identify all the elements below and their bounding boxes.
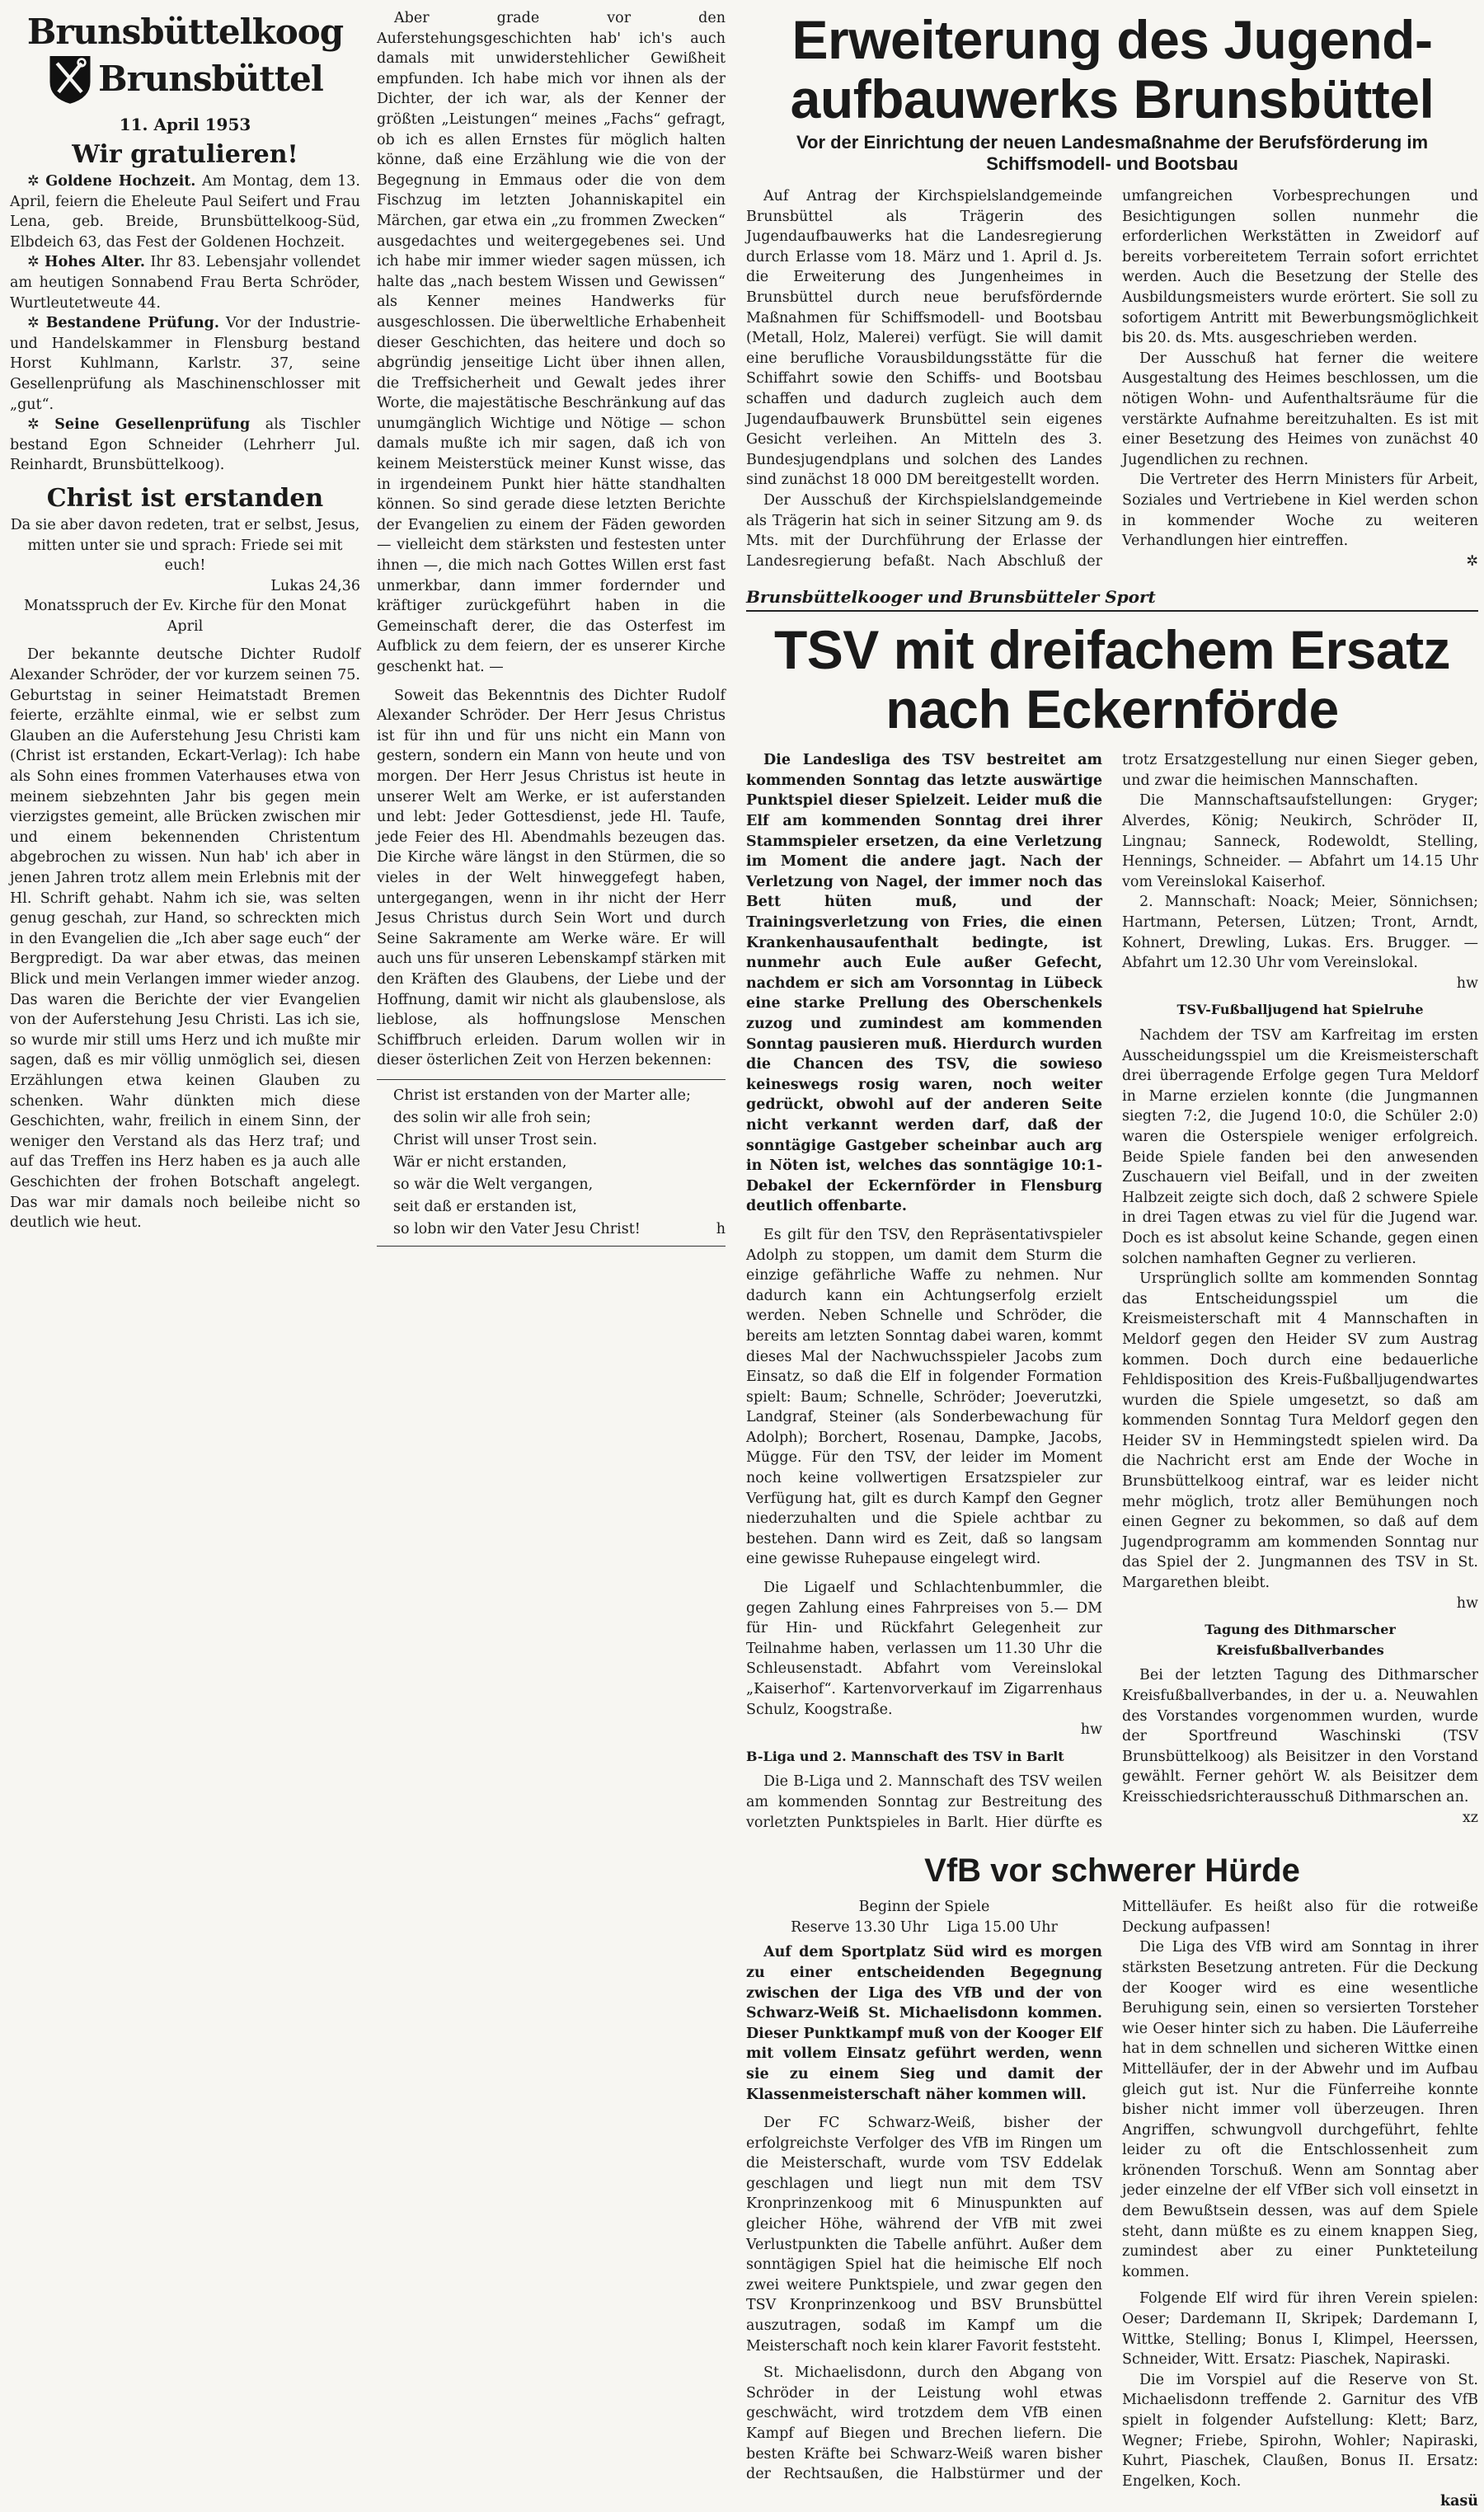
vfb-body: Beginn der Spiele Reserve 13.30 Uhr Liga 15.00 Uhr Auf dem Sportplatz Süd wird es morgen zu einer entscheidenden Begegnung zwischen der Liga des VfB und der von Schwarz-Weiß St. Michaelisdonn kommen. Dieser Punktkampf muß von der Kooger Elf mit vollem Einsatz geführt werden, wenn sie zu einem Sieg und damit der Klassenmeisterschaft näher kommen will. Der FC Schwarz-Weiß, bisher der erfolgreichste Verfolger des VfB im Ringen um die Meisterschaft, wurde vom TSV Eddelak geschlagen und liegt nun mit dem TSV Kronprinzenkoog mit 6 Minuspunkten auf gleicher Höhe, während der VfB mit zwei Verlustpunkten die Tabelle anführt. Außer dem sonntägigen Spiel hat die heimische Elf noch zwei weitere Punktspiele, und zwar gegen den TSV Kronprinzenkoog und BSV Brunsbüttel auszutragen, sodaß im Kampf um die Meisterschaft noch kein klarer Favorit feststeht. St. Michaelisdonn, durch den Abgang von Schröder in der Leistung wohl etwas geschwächt, wird trotzdem dem VfB einen Kampf auf Biegen und Brechen liefern. Die besten Kräfte bei Schwarz-Weiß waren bisher der Rechtsaußen, die Halbstürmer und der Mittelläufer. Es heißt also für die rotweiße Deckung aufpassen! Die Liga des VfB wird am Sonntag in ihrer stärksten Besetzung antreten. Für die Deckung der Kooger wird es eine wesentliche Beruhigung sein, einen so versierten Torsteher wie Oeser hinter sich zu haben. Die Läuferreihe hat in dem schnellen und sicheren Wittke einen Mittelläufer, der in der Abwehr und im Aufbau gleich gut ist. Nur die Fünferreihe konnte bisher nicht immer voll überzeugen. Ihren Angriffen, schwungvoll durchgeführt, fehlte leider zu oft die Entschlossenheit zum krönenden Torschuß. Wenn am Sonntag aber jeder einzelne der elf VfBer sich voll einsetzt in dem Bewußtsein dessen, was auf dem Spiele steht, dann müßte es zu einem knappen Sieg, zumindest aber zu einer Punkteteilung kommen. Folgende Elf wird für ihren Verein spielen: Oeser; Dardemann II, Skripek; Dardemann I, Wittke, Stelling; Bonus I, Klimpel, Heerssen, Schneider, Witt. Ersatz: Piaschek, Napiraski. Die im Vorspiel auf die Reserve von St. Michaelisdonn treffende 2. Garnitur des VfB spielt in folgender Aufstellung: Klett; Barz, Wegner; Friebe, Spirohn, Wohler; Napiraski, Kuhrt, Piaschek, Claußen, Bonus II. Ersatz: Engelken, Koch. kasü [746,1897,1478,2512]
subheadline: Vor der Einrichtung der neuen Landesmaßnahme der Berufsförderung im Schiffsmodell- und Bootsbau [796,132,1429,174]
coat-of-arms-icon [47,53,93,106]
sport-section [746,586,1478,1833]
sport-headline-line2: nach Eckernförde [885,678,1339,740]
article-paragraph: Aber grade vor den Auferstehungsgeschichten hab' ich's auch damals mit unwiderstehlicher Gewißheit empfunden. Ich habe mich vor ihnen als der Dichter, der ich war, als der Kenner der größten „Leistungen“ meines „Fachs“ gefragt, ob ich es allen Ernstes für möglich halten könne, daß eine Erzählung wie die von der Begegnung in Emmaus oder die von dem Fischzug im letzten Johanniskapitel ein Märchen, gar etwa ein „zu frommen Zwecken“ ausgedachtes und weitergegebenes sei. Und ich habe mir immer wieder sagen müssen, ich halte das „nach bestem Wissen und Gewissen“ als Kenner meines Handwerks für ausgeschlossen. Die überweltliche Erhabenheit dieser Geschichten, das heitere und doch so abgründig jenseitige Licht über ihnen allen, die Treffsicherheit und Gewalt jedes ihrer Worte, die majestätische Beschränkung auf das unumgänglich Wichtige und Nötige — schon damals mußte ich mir sagen, daß ich von keinem Meisterstück meiner Kunst wisse, das in irgendeinem Punkt hier hätte standhalten können. So sind gerade diese letzten Berichte der Evangelien zu einem der Fäden geworden — vielleicht dem stärksten und festesten unter ihnen —, die mich nach Gottes Willen erst fast unmerkbar, dann immer fordernder und kräftiger zurückgeführt haben in die Gemeinschaft derer, die das Osterfest im Aufblick zu dem feiern, der es unserer Kirche geschenkt hat. — [377,10,726,675]
signature: hw [1080,1721,1102,1739]
headline-line2: aufbauwerks Brunsbüttel [790,68,1435,129]
issue-date: 11. April 1953 [119,115,251,134]
bible-quote: Da sie aber davon redeten, trat er selbst, Jesus, mitten unter sie und sprach: Friede sei mit euch! [10,516,360,575]
article-paragraph: Soweit das Bekenntnis des Dichter Rudolf Alexander Schröder. Der Herr Jesus Christus ist für ihn und für uns nicht ein Mann von gestern, sondern ein Mann von heute und von morgen. Der Herr Jesus Christus ist heute in unserer Welt am Werke, er ist auferstanden und lebt: Jeder Gottesdienst, jede Hl. Taufe, jede Feier des Hl. Abendmahls bezeugen das. Die Kirche wäre längst in den Stürmen, die so vieles in der Welt hinweggefegt haben, untergegangen, wenn in ihr nicht der Herr Jesus Christus durch Sein Wort und durch Seine Sakramente am Werke wäre. Er will auch uns für unseren Lebenskampf stärken mit den Kräften des Glaubens, der Liebe und der Hoffnung, damit wir nicht als glaubenslose, als lieblose, als hoffnungslose Menschen Schiffbruch erleiden. Darum wollen wir in dieser österlichen Zeit von Herzen bekennen: [377,687,726,1069]
monatsspruch: Monatsspruch der Ev. Kirche für den Monat April [23,598,347,635]
second-column [377,8,726,1255]
kickoff-times: Reserve 13.30 Uhr Liga 15.00 Uhr [791,1918,1058,1936]
signature: h [716,1220,726,1237]
vfb-headline: VfB vor schwerer Hürde [924,1852,1300,1890]
list-item: ✲ Bestandene Prüfung. Vor der Industrie- und Handelskammer in Flensburg bestand Horst Kuhlmann, Karlstr. 37, seine Gesellenprüfung als Maschinenschlosser mit „gut“. [10,315,360,413]
vfb-article [746,1851,1478,2512]
end-mark: ✲ [1466,552,1478,570]
bible-reference: Lukas 24,36 [270,577,360,594]
masthead [10,12,360,135]
lead-paragraph: Auf dem Sportplatz Süd wird es morgen zu einer entscheidenden Begegnung zwischen der Liga des VfB und der von Schwarz-Weiß St. Michaelisdonn kommen. Dieser Punktkampf muß von der Kooger Elf mit vollem Einsatz geführt werden, wenn sie zu einem Sieg und damit der Klassenmeisterschaft näher kommen will. [746,1944,1102,2103]
gratulieren-title: Wir gratulieren! [72,140,298,169]
lead-paragraph: Die Landesliga des TSV bestreitet am kommenden Sonntag das letzte auswärtige Punktspiel dieser Spielzeit. Leider muß die Elf am kommenden Sonntag drei ihrer Stammspieler ersetzen, da eine Verletzung im Moment die andere jagt. Nach der Verletzung von Nagel, der immer noch das Bett hüten muß, und der Trainingsverletzung von Fries, die einen Krankenhausaufenthalt bedingte, ist nunmehr auch Eule außer Gefecht, nachdem er sich am Vorsonntag in Lübeck eine starke Prellung des Oberschenkels zuzog und zumindest am kommenden Sonntag pausieren muß. Hierdurch wurden die Chancen des TSV, die sowieso keineswegs rosig waren, noch weiter gedrückt, obwohl auf der anderen Seite nicht verkannt werden darf, daß der sonntägige Gastgeber scheinbar auch arg in Nöten ist, welches das sonntägige 10:1-Debakel der Eckernförder in Flensburg deutlich offenbarte. [746,752,1102,1215]
subheading: TSV-Fußballjugend hat Spielruhe [1176,1002,1424,1018]
list-item: ✲ Hohes Alter. Ihr 83. Lebensjahr vollendet am heutigen Sonnabend Frau Berta Schröder, Wurtleutetweute 44. [10,254,360,312]
list-item: ✲ Seine Gesellenprüfung als Tischler bestand Egon Schneider (Lehrherr Jul. Reinhardt, Brunsbüttelkoog). [10,416,360,474]
christ-title: Christ ist erstanden [46,483,324,513]
sport-body: Die Landesliga des TSV bestreitet am kommenden Sonntag das letzte auswärtige Punktspiel dieser Spielzeit. Leider muß die Elf am kommenden Sonntag drei ihrer Stammspieler ersetzen, da eine Verletzung im Moment die andere jagt. Nach der Verletzung von Nagel, der immer noch das Bett hüten muß, und der Trainingsverletzung von Fries, die einen Krankenhausaufenthalt bedingte, ist nunmehr auch Eule außer Gefecht, nachdem er sich am Vorsonntag in Lübeck eine starke Prellung des Oberschenkels zuzog und zumindest am kommenden Sonntag pausieren muß. Hierdurch wurden die Chancen des TSV, die sowieso keineswegs rosig waren, noch weiter gedrückt, obwohl auf der anderen Seite nicht verkannt werden darf, daß der sonntägige Gastgeber scheinbar auch arg in Nöten ist, welches das sonntägige 10:1-Debakel der Eckernförder in Flensburg deutlich offenbarte. Es gilt für den TSV, den Repräsentativspieler Adolph zu stoppen, um damit dem Sturm die einzige gefährliche Waffe zu nehmen. Nur dadurch kann ein Achtungserfolg erzielt werden. Neben Schnelle und Schröder, die bereits am letzten Sonntag dabei waren, kommt dieses Mal der Nachwuchsspieler Jacobs zum Einsatz, so daß die Elf in folgender Formation spielt: Baum; Schnelle, Schröder; Joeverutzki, Landgraf, Steiner (als Sonderbewachung für Adolph); Borchert, Rosenau, Dampke, Jacobs, Mügge. Für den TSV, der leider im Moment noch keine vollwertigen Ersatzspieler zur Verfügung hat, gilt es durch Kampf den Gegner niederzuhalten und die Spiele achtbar zu bestehen. Dann wird es Zeit, daß so langsam eine gewisse Ruhepause eingelegt wird. Die Ligaelf und Schlachtenbummler, die gegen Zahlung eines Fahrpreises von 5.— DM für Hin- und Rückfahrt Gelegenheit zur Teilnahme haben, verlassen um 11.30 Uhr die Schleusenstadt. Abfahrt vom Vereinslokal „Kaiserhof“. Kartenvorverkauf im Zigarrenhaus Schulz, Koogstraße. hw B-Liga und 2. Mannschaft des TSV in Barlt Die B-Liga und 2. Mannschaft des TSV weilen am kommenden Sonntag zur Bestreitung des vorletzten Punktspieles in Barlt. Hier dürfte es trotz Ersatzgestellung nur einen Sieger geben, und zwar die heimischen Mannschaften. Die Mannschaftsaufstellungen: Gryger; Alverdes, König; Neukirch, Schröder II, Lingnau; Sanneck, Rodewoldt, Stelling, Hennings, Schneider. — Abfahrt um 14.15 Uhr vom Vereinslokal Kaiserhof. 2. Mannschaft: Noack; Meier, Sönnichsen; Hartmann, Petersen, Lützen; Tront, Arndt, Kohnert, Drewling, Lukas. Ers. Brugger. — Abfahrt um 12.30 Uhr vom Vereinslokal. hw TSV-Fußballjugend hat Spielruhe Nachdem der TSV am Karfreitag im ersten Ausscheidungsspiel um die Kreismeisterschaft drei überragende Erfolge gegen Tura Meldorf in Marne erzielen konnte (die Jungmannen siegten 7:2, die Jugend 10:0, die Schüler 2:0) waren die Osterspiele weniger erfolgreich. Beide Spiele fanden bei den anwesenden Zuschauern viel Beifall, und in der zweiten Halbzeit zeigte sich doch, daß 2 schwere Spiele in drei Tagen etwas zu viel für die Jugend war. Doch es ist absolut keine Schande, gegen einen solchen namhaften Gegner zu verlieren. Ursprünglich sollte am kommenden Sonntag das Entscheidungsspiel um die Kreismeisterschaft mit 4 Mannschaften in Meldorf gegen den Heider SV zum Austrag kommen. Doch durch eine bedauerliche Fehldisposition des Kreis-Fußballjugendwartes wurden die Spiele umgesetzt, so daß am kommenden Sonntag Tura Meldorf gegen den Heider SV in Hemmingstedt spielen wird. Da die Nachricht erst am Ende der Woche in Brunsbüttelkoog eintraf, war es leider nicht mehr möglich, trotz aller Bemühungen noch einen Gegner zu bekommen, so daß auf dem Jugendprogramm am kommenden Sonntag nur das Spiel der 2. Jungmannen des TSV in St. Margarethen bleibt. hw Tagung des Dithmarscher Kreisfußballverbandes Bei der letzten Tagung des Dithmarscher Kreisfußballverbandes, in der u. a. Neuwahlen des Vorstandes vorgenommen wurden, wurde der Sportfreund Waschinski (TSV Brunsbüttelkoog) als Beisitzer in den Vorstand gewählt. Ferner gehört W. als Beisitzer dem Kreisschiedsrichterausschuß Dithmarschen an. xz [746,752,1478,1831]
article-paragraph: Der bekannte deutsche Dichter Rudolf Alexander Schröder, der vor kurzem seinen 75. Geburtstag in seiner Heimatstadt Bremen feierte, erzählte einmal, wie er selbst zum Glauben an die Auferstehung Jesu Christi kam (Christ ist erstanden, Eckart-Verlag): Ich habe als Sohn eines frommen Vaterhauses etwa von meinem siebzehnten Jahr bis gegen mein vierzigstes gemeint, alle Brücken zwischen mir und einem bekennenden Christentum abgebrochen zu wissen. Nun hab' ich aber in jenen Jahren trotz allem mein Erlebnis mit der Hl. Schrift gehabt. Nahm ich sie, was selten genug geschah, zur Hand, so schreckten mich in den Evangelien die „Ich aber sage euch“ der Bergpredigt. Da war aber etwas, das meinen Blick und mein Verlangen immer wieder anzog. Das waren die Berichte der vier Evangelien von der Auferstehung Jesu Christi. Las ich sie, so wurde mir still ums Herz und ich mußte mir sagen, daß es mir völlig unmöglich sei, diesen Erzählungen etwa keinen Glauben zu schenken. Wahr dünkten mich diese Geschichten, wahr, freilich in einem Sinn, der weniger den Verstand als das Herz traf; und auf das Treffen ins Herz haben es ja auch alle Geschichten der frohen Botschaft angelegt. Das war mir damals noch beileibe nicht so deutlich wie heut. [10,646,360,1232]
signature: xz [1462,1809,1478,1826]
right-half [746,10,1478,2512]
gratulieren-list [10,171,360,476]
signature: hw [1456,1594,1478,1612]
article-body: Auf Antrag der Kirchspielslandgemeinde Brunsbüttel als Trägerin des Jugendaufbauwerks hat die Landesregierung durch Erlasse vom 18. März und 1. April d. Js. die Erweiterung des Jungenheimes in Brunsbüttel durch neue berufsfördernde Maßnahmen für Schiffsmodell- und Bootsbau (Metall, Holz, Malerei) verfügt. Sie will damit eine berufliche Vorausbildungsstätte für die Schiffahrt sowie den Schiffs- und Bootsbau schaffen und dadurch zugleich auch dem Jugendaufbauwerk Brunsbüttel sein eigenes Gesicht verleihen. An Mitteln des 3. Bundesjugendplans und solchen des Landes sind zunächst 18 000 DM bereitgestellt worden. Der Ausschuß der Kirchspielslandgemeinde als Trägerin hat sich in seiner Sitzung am 9. ds Mts. mit der Durchführung der Erlasse der Landesregierung befaßt. Nach Abschluß der umfangreichen Vorbesprechungen und Besichtigungen sollen nunmehr die erforderlichen Werkstätten in Zweidorf auf bereits vorbereitetem Terrain sofort errichtet werden. Auch die Besetzung der Stelle des Ausbildungsmeisters wurde erörtert. Sie soll zu sofortigem Antritt mit Bewerbungsmöglichkeit bis 20. ds. Mts. ausgeschrieben werden. Der Ausschuß hat ferner die weitere Ausgestaltung des Heimes beschlossen, um die nötigen Wohn- und Aufenthaltsräume für die verstärkte Aufnahme bereitzuhalten. Es ist mit einer Besetzung des Heimes von zunächst 40 Jugendlichen zu rechnen. Die Vertreter des Herrn Ministers für Arbeit, Soziales und Vertriebene in Kiel werden schon in kommender Woche zu weiteren Verhandlungen hier eintreffen. ✲ [746,186,1478,571]
beginn-label: Beginn der Spiele [858,1899,990,1916]
masthead-line1: Brunsbüttelkoog [26,12,344,52]
sport-kicker: Brunsbüttelkooger und Brunsbütteler Sport [746,586,1478,612]
sport-headline-line1: TSV mit dreifachem Ersatz [773,619,1451,681]
signature: hw [1456,974,1478,992]
easter-hymn: Christ ist erstanden von der Marter alle; des solin wir alle froh sein; Christ will unser Trost sein. Wär er nicht erstanden, so wär die Welt vergangen, seit daß er erstanden ist, so lobn wir den Vater Jesu Christ! h [377,1079,726,1247]
list-item: ✲ Goldene Hochzeit. Am Montag, dem 13. April, feiern die Eheleute Paul Seifert und Frau Lena, geb. Breide, Brunsbüttelkoog-Süd, Elbdeich 63, das Fest der Goldenen Hochzeit. [10,173,360,251]
subheading: B-Liga und 2. Mannschaft des TSV in Barlt [746,1748,1064,1764]
headline-line1: Erweiterung des Jugend- [791,9,1433,70]
masthead-line2: Brunsbüttel [98,59,323,99]
subheading: Tagung des Dithmarscher Kreisfußballverbandes [1205,1622,1396,1658]
jugend-article [746,10,1478,571]
left-column [10,12,360,1233]
signature: kasü [1439,2493,1478,2510]
